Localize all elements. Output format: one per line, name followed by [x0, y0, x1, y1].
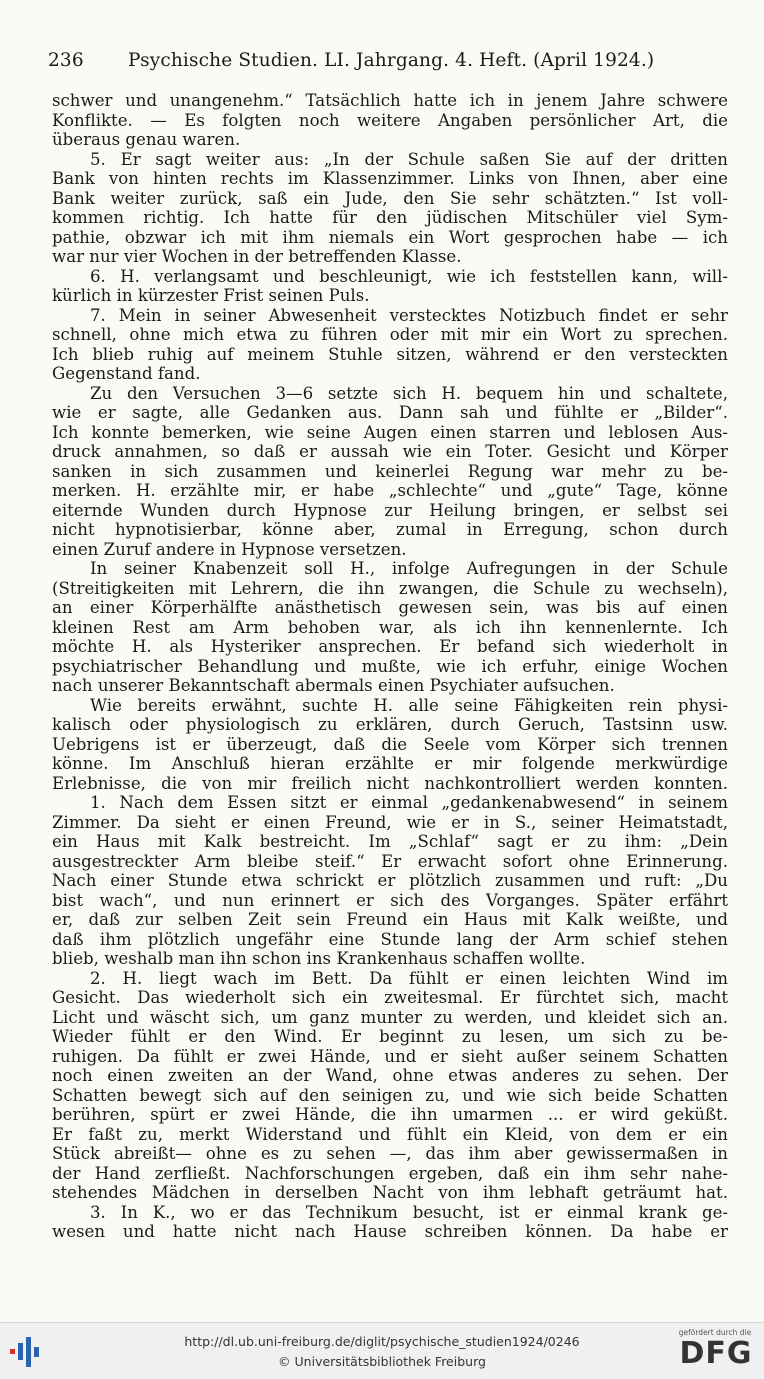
text-line: Gegenstand fand. [52, 364, 201, 383]
text-line: Wie bereits erwähnt, suchte H. alle seine Fähigkeiten rein physi- [90, 695, 728, 715]
text-line: möchte H. als Hysteriker ansprechen. Er befand sich wiederholt in [52, 637, 728, 656]
running-header [48, 50, 728, 71]
text-line: stehendes Mädchen in derselben Nacht von ihm lebhaft geträumt hat. [52, 1183, 728, 1202]
text-line: Wieder fühlt er den Wind. Er beginnt zu lesen, um sich zu be- [52, 1027, 728, 1046]
text-line: Konflikte. — Es folgten noch weitere Angaben persönlicher Art, die [52, 110, 728, 130]
text-line: merken. H. erzählte mir, er habe „schlechte“ und „gute“ Tage, könne [52, 481, 728, 500]
text-line: sanken in sich zusammen und keinerlei Regung war mehr zu be- [52, 461, 728, 481]
text-line: überaus genau waren. [52, 130, 241, 149]
text-line: (Streitigkeiten mit Lehrern, die ihn zwangen, die Schule zu wechseln), [52, 578, 728, 598]
text-line: kleinen Rest am Arm behoben war, als ich ihn kennenlernte. Ich [52, 617, 728, 637]
text-line: Zu den Versuchen 3—6 setzte sich H. bequem hin und schaltete, [90, 383, 728, 403]
text-line: eiternde Wunden durch Hypnose zur Heilung bringen, er selbst sei [52, 500, 728, 520]
text-line: ausgestreckter Arm bleibe steif.“ Er erwacht sofort ohne Erinnerung. [52, 851, 728, 871]
text-line: Nach einer Stunde etwa schrickt er plötzlich zusammen und ruft: „Du [52, 871, 728, 890]
copyright-notice: © Universitätsbibliothek Freiburg [278, 1354, 486, 1369]
text-line: ein Haus mit Kalk bestreicht. Im „Schlaf“ sagt er zu ihm: „Dein [52, 832, 728, 851]
text-line: daß ihm plötzlich ungefähr eine Stunde lang der Arm schief stehen [52, 929, 728, 949]
text-line: pathie, obzwar ich mit ihm niemals ein Wort gesprochen habe — ich [52, 227, 728, 247]
text-line: nicht hypnotisierbar, könne aber, zumal in Erregung, schon durch [52, 520, 728, 539]
text-line: er, daß zur selben Zeit sein Freund ein Haus mit Kalk weißte, und [52, 910, 728, 929]
text-line: schwer und unangenehm.“ Tatsächlich hatte ich in jenem Jahre schwere [52, 91, 728, 110]
text-line: Ich blieb ruhig auf meinem Stuhle sitzen, während er den versteckten [52, 344, 728, 364]
text-line: 1. Nach dem Essen sitzt er einmal „gedankenabwesend“ in seinem [90, 793, 728, 812]
text-line: Stück abreißt— ohne es zu sehen —, das ihm aber gewissermaßen in [52, 1144, 728, 1163]
text-line: druck annahmen, so daß er aussah wie ein Toter. Gesicht und Körper [52, 442, 728, 461]
dfg-logo[interactable]: DFG [679, 1336, 753, 1371]
text-line: Gesicht. Das wiederholt sich ein zweitesmal. Er fürchtet sich, macht [52, 988, 728, 1007]
text-line: Schatten bewegt sich auf den seinigen zu, und wie sich beide Schatten [52, 1085, 728, 1105]
text-line: 3. In K., wo er das Technikum besucht, ist er einmal krank ge- [90, 1202, 728, 1222]
text-line: schnell, ohne mich etwa zu führen oder mit mir ein Wort zu sprechen. [52, 325, 728, 344]
text-line: psychiatrischer Behandlung und mußte, wie ich erfuhr, einige Wochen [52, 656, 728, 676]
text-line: blieb, weshalb man ihn schon ins Krankenhaus schaffen wollte. [52, 949, 586, 968]
funded-by-label: gefördert durch die [678, 1328, 752, 1337]
text-line: kommen richtig. Ich hatte für den jüdischen Mitschüler viel Sym- [52, 208, 728, 227]
text-line: In seiner Knabenzeit soll H., infolge Aufregungen in der Schule [90, 559, 728, 578]
text-line: noch einen zweiten an der Wand, ohne etwas anderes zu sehen. Der [52, 1066, 728, 1085]
text-line: kalisch oder physiologisch zu erklären, durch Geruch, Tastsinn usw. [52, 715, 728, 734]
page-body-text [52, 91, 728, 1242]
text-line: könne. Im Anschluß hieran erzählte er mir folgende merkwürdige [52, 754, 728, 773]
text-line: Ich konnte bemerken, wie seine Augen einen starren und leblosen Aus- [52, 422, 728, 442]
text-line: war nur vier Wochen in der betreffenden Klasse. [52, 247, 462, 266]
text-line: berühren, spürt er zwei Hände, die ihn umarmen ... er wird geküßt. [52, 1105, 728, 1124]
text-line: einen Zuruf andere in Hypnose versetzen. [52, 539, 407, 559]
text-line: Erlebnisse, die von mir freilich nicht nachkontrolliert werden konnten. [52, 773, 728, 793]
text-line: kürlich in kürzester Frist seinen Puls. [52, 286, 370, 305]
text-line: 2. H. liegt wach im Bett. Da fühlt er einen leichten Wind im [90, 968, 728, 988]
text-line: wesen und hatte nicht nach Hause schreiben können. Da habe er [52, 1222, 728, 1241]
text-line: wie er sagte, alle Gedanken aus. Dann sah und fühlte er „Bilder“. [52, 403, 728, 422]
text-line: Bank von hinten rechts im Klassenzimmer. Links von Ihnen, aber eine [52, 169, 728, 188]
running-title: Psychische Studien. LI. Jahrgang. 4. Heft. (April 1924.) [128, 50, 655, 71]
source-url-link[interactable]: http://dl.ub.uni-freiburg.de/diglit/psychische_studien1924/0246 [184, 1334, 580, 1349]
text-line: der Hand zerfließt. Nachforschungen ergeben, daß ein ihm sehr nahe- [52, 1163, 728, 1183]
text-line: ruhigen. Da fühlt er zwei Hände, und er sieht außer seinem Schatten [52, 1046, 728, 1066]
viewer-footer [0, 1322, 764, 1379]
text-line: Licht und wäscht sich, um ganz munter zu werden, und kleidet sich an. [52, 1007, 728, 1027]
text-line: nach unserer Bekanntschaft abermals einen Psychiater aufsuchen. [52, 676, 615, 695]
text-line: an einer Körperhälfte anästhetisch gewesen sein, was bis auf einen [52, 598, 728, 617]
page-number: 236 [48, 50, 84, 71]
text-line: Uebrigens ist er überzeugt, daß die Seele vom Körper sich trennen [52, 734, 728, 754]
text-line: 6. H. verlangsamt und beschleunigt, wie ich feststellen kann, will- [90, 266, 728, 286]
text-line: 7. Mein in seiner Abwesenheit verstecktes Notizbuch findet er sehr [90, 305, 728, 325]
text-line: 5. Er sagt weiter aus: „In der Schule saßen Sie auf der dritten [90, 149, 728, 169]
text-line: Er faßt zu, merkt Widerstand und fühlt ein Kleid, von dem er ein [52, 1124, 728, 1144]
text-line: bist wach“, und nun erinnert er sich des Vorganges. Später erfährt [52, 890, 728, 910]
text-line: Bank weiter zurück, saß ein Jude, den Sie sehr schätzten.“ Ist voll- [52, 188, 728, 208]
text-line: Zimmer. Da sieht er einen Freund, wie er in S., seiner Heimatstadt, [52, 812, 728, 832]
